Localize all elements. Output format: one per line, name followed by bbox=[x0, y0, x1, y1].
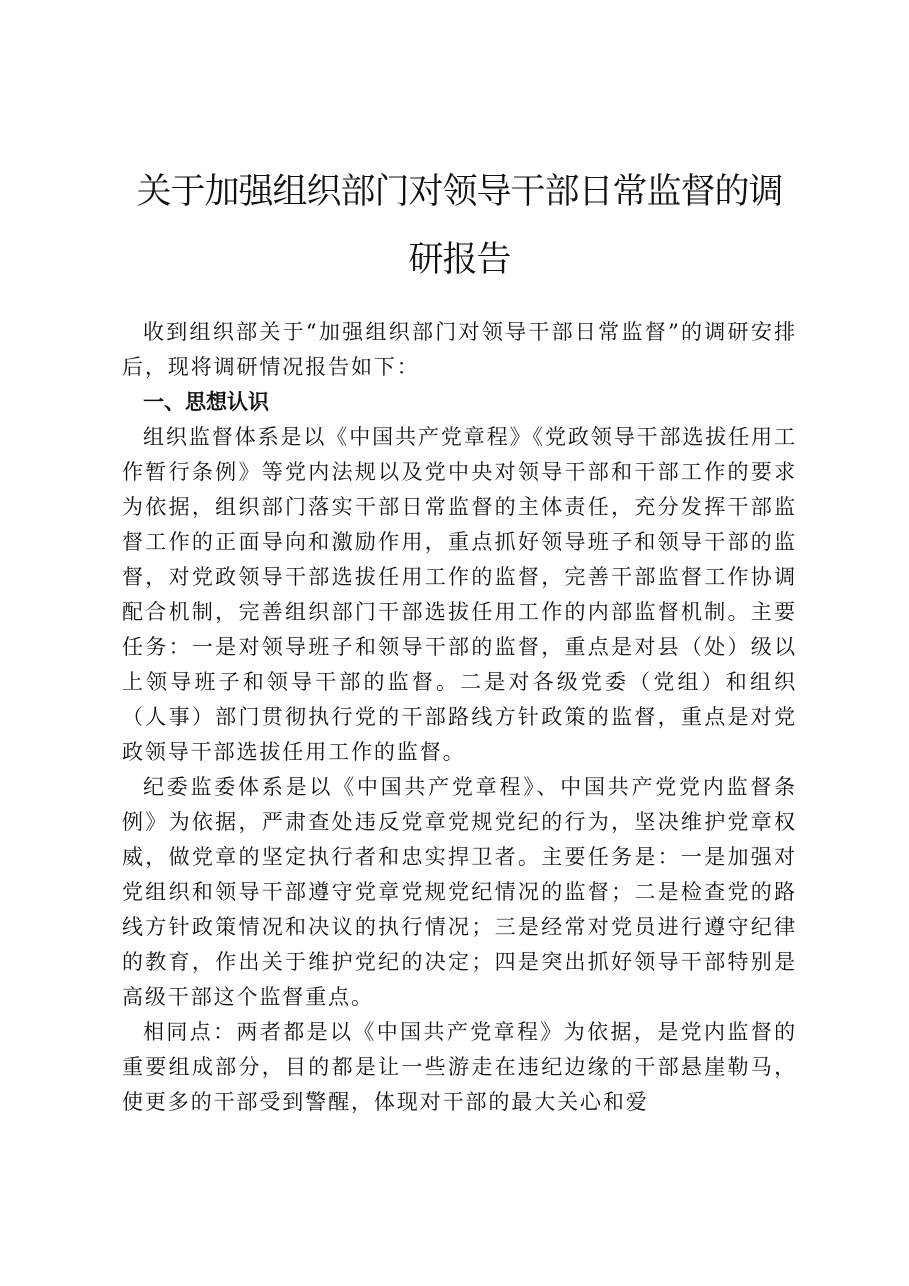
paragraph-similarities: 相同点：两者都是以《中国共产党章程》为依据，是党内监督的重要组成部分，目的都是让一些游走在违纪边缘的干部悬崖勒马，使更多的干部受到警醒，体现对干部的最大关心和爱 bbox=[122, 1020, 797, 1114]
paragraph-organization-supervision: 组织监督体系是以《中国共产党章程》《党政领导干部选拔任用工作暂行条例》等党内法规以及党中央对领导干部和干部工作的要求为依据，组织部门落实干部日常监督的主体责任，充分发挥干部监督工作的正面导向和激励作用，重点抓好领导班子和领导干部的监督，对党政领导干部选拔任用工作的监督，完善干部监督工作协调配合机制，完善组织部门干部选拔任用工作的内部监督机制。主要任务：一是对领导班子和领导干部的监督，重点是对县（处）级以上领导班子和领导干部的监督。二是对各级党委（党组）和组织（人事）部门贯彻执行党的干部路线方针政策的监督，重点是对党政领导干部选拔任用工作的监督。 bbox=[122, 425, 797, 764]
document-body bbox=[122, 315, 797, 1120]
intro-paragraph: 收到组织部关于“加强组织部门对领导干部日常监督”的调研安排后，现将调研情况报告如下： bbox=[122, 320, 797, 379]
document-title: 关于加强组织部门对领导干部日常监督的调研报告 bbox=[136, 172, 783, 280]
paragraph-discipline-supervision: 纪委监委体系是以《中国共产党章程》、中国共产党党内监督条例》为依据，严肃查处违反党章党规党纪的行为，坚决维护党章权威，做党章的坚定执行者和忠实捍卫者。主要任务是：一是加强对党组织和领导干部遵守党章党规党纪情况的监督；二是检查党的路线方针政策情况和决议的执行情况；三是经常对党员进行遵守纪律的教育，作出关于维护党纪的决定；四是突出抓好领导干部特别是高级干部这个监督重点。 bbox=[122, 775, 797, 1009]
section-heading: 一、思想认识 bbox=[143, 390, 269, 414]
